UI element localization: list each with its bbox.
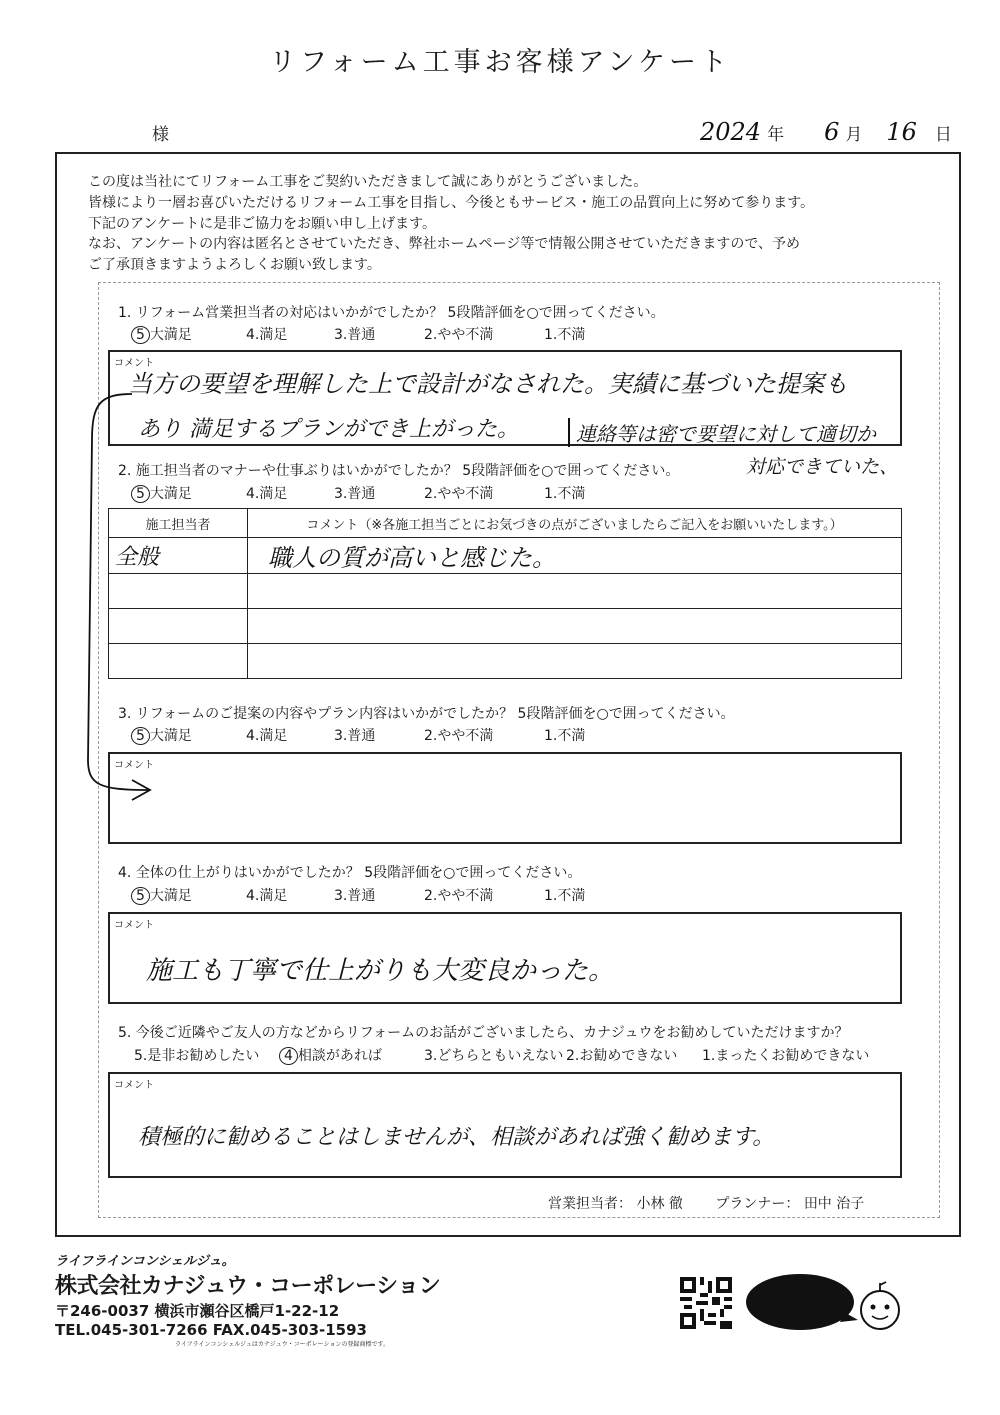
question-5: 5. 今後ご近隣やご友人の方などからリフォームのお話がございましたら、カナジュウをお勧めしていただけますか？ bbox=[118, 1025, 849, 1041]
date-month: 6 bbox=[824, 118, 840, 146]
speech-bubble-icon bbox=[744, 1272, 860, 1334]
rating-options-3: 5 大満足 4.満足 3.普通 2.やや不満 1.不満 bbox=[136, 725, 585, 745]
hand-arrow-icon bbox=[70, 360, 170, 810]
date-day-label: 日 bbox=[934, 125, 952, 145]
circled-rating: 4 bbox=[279, 1047, 298, 1065]
sales-name: 小林 徹 bbox=[636, 1196, 683, 1212]
table-row bbox=[109, 538, 902, 574]
comment-1-line-4: 対応できていた、 bbox=[746, 456, 899, 478]
comment-4-text: 施工も丁寧で仕上がりも大変良かった。 bbox=[146, 956, 615, 986]
comment-box-4 bbox=[108, 912, 902, 1004]
comment-label: コメント bbox=[114, 358, 154, 369]
comment-label: コメント bbox=[114, 920, 154, 931]
mascot-icon bbox=[858, 1280, 902, 1334]
intro-line: この度は当社にてリフォーム工事をご契約いただきまして誠にありがとうございました。 bbox=[88, 174, 648, 190]
intro-line: ご了承頂きますようよろしくお願い致します。 bbox=[88, 257, 381, 274]
staff-credits bbox=[548, 1193, 864, 1213]
question-4: 4. 全体の仕上がりはいかがでしたか？ 5段階評価を○で囲ってください。 bbox=[118, 865, 582, 881]
sales-label: 営業担当者： bbox=[548, 1196, 632, 1212]
comment-label: コメント bbox=[114, 760, 154, 771]
table-row bbox=[109, 644, 902, 679]
circled-rating: 5 bbox=[131, 326, 150, 344]
circled-rating: 5 bbox=[131, 485, 150, 503]
company-phone: TEL.045-301-7266 FAX.045-303-1593 bbox=[55, 1321, 367, 1339]
date-year: 2024 bbox=[700, 118, 762, 146]
company-address: 〒246-0037 横浜市瀬谷区橋戸1-22-12 bbox=[55, 1302, 340, 1320]
planner-label: プランナー： bbox=[715, 1196, 800, 1212]
table-header-comment: コメント（※各施工担当ごとにお気づきの点がございましたらご記入をお願いいたします。） bbox=[248, 509, 902, 538]
table-header-staff: 施工担当者 bbox=[109, 509, 248, 538]
planner-name: 田中 治子 bbox=[803, 1196, 865, 1212]
rating-options-5: 5.是非お勧めしたい 4 相談があれば 3.どちらともいえない 2.お勧めできない 1.まったくお勧めできない bbox=[134, 1048, 870, 1064]
intro-text bbox=[88, 172, 938, 276]
comment-label: コメント bbox=[114, 1080, 154, 1091]
comment-1-line-2: あり 満足するプランができ上がった。 bbox=[138, 417, 519, 442]
circled-rating: 5 bbox=[131, 727, 150, 745]
company-name: 株式会社カナジュウ・コーポレーション bbox=[55, 1274, 441, 1299]
table-row bbox=[109, 609, 902, 644]
trademark-note: ライフラインコンシェルジュはカナジュウ・コーポレーションの登録商標です。 bbox=[175, 1341, 389, 1348]
intro-line: 下記のアンケートに是非ご協力をお願い申し上げます。 bbox=[88, 215, 437, 232]
rating-options-1: 5 大満足 4.満足 3.普通 2.やや不満 1.不満 bbox=[136, 324, 585, 344]
rating-options-2: 5 大満足 4.満足 3.普通 2.やや不満 1.不満 bbox=[136, 483, 585, 503]
intro-line: なお、アンケートの内容は匿名とさせていただき、弊社ホームページ等で情報公開させていただきますので、予め bbox=[88, 236, 801, 253]
comment-box-3 bbox=[108, 752, 902, 844]
qr-code-icon bbox=[680, 1277, 732, 1329]
company-footer bbox=[55, 1250, 440, 1348]
comment-5-text: 積極的に勧めることはしませんが、相談があれば強く勧めます。 bbox=[138, 1125, 775, 1150]
question-2: 2. 施工担当者のマナーや仕事ぶりはいかがでしたか？ 5段階評価を○で囲ってください。 bbox=[118, 463, 680, 479]
comment-box-5 bbox=[108, 1072, 902, 1178]
survey-date bbox=[700, 118, 952, 146]
question-1: 1. リフォーム営業担当者の対応はいかがでしたか？ 5段階評価を○で囲ってください。 bbox=[118, 305, 665, 321]
date-day: 16 bbox=[886, 118, 917, 146]
comment-1-line-3: 連絡等は密で要望に対して適切か bbox=[568, 418, 876, 447]
rating-options-4: 5 大満足 4.満足 3.普通 2.やや不満 1.不満 bbox=[136, 885, 585, 905]
staff-cell: 全般 bbox=[109, 538, 248, 574]
question-3: 3. リフォームのご提案の内容やプラン内容はいかがでしたか？ 5段階評価を○で囲ってください。 bbox=[118, 706, 735, 722]
page-title: リフォーム工事お客様アンケート bbox=[268, 47, 732, 78]
intro-line: 皆様により一層お喜びいただけるリフォーム工事を目指し、今後ともサービス・施工の品質向上に努めて参ります。 bbox=[88, 194, 815, 211]
staff-comment-table bbox=[108, 508, 902, 679]
table-row bbox=[109, 574, 902, 609]
date-month-label: 月 bbox=[845, 125, 863, 145]
customer-salutation: 様 bbox=[152, 125, 169, 145]
comment-1-line-1: 当方の要望を理解した上で設計がなされた。実績に基づいた提案も bbox=[128, 370, 848, 398]
brand-tagline: ライフラインコンシェルジュ。 bbox=[55, 1254, 235, 1269]
comment-cell: 職人の質が高いと感じた。 bbox=[248, 538, 902, 574]
date-year-label: 年 bbox=[767, 125, 785, 145]
circled-rating: 5 bbox=[131, 887, 150, 905]
